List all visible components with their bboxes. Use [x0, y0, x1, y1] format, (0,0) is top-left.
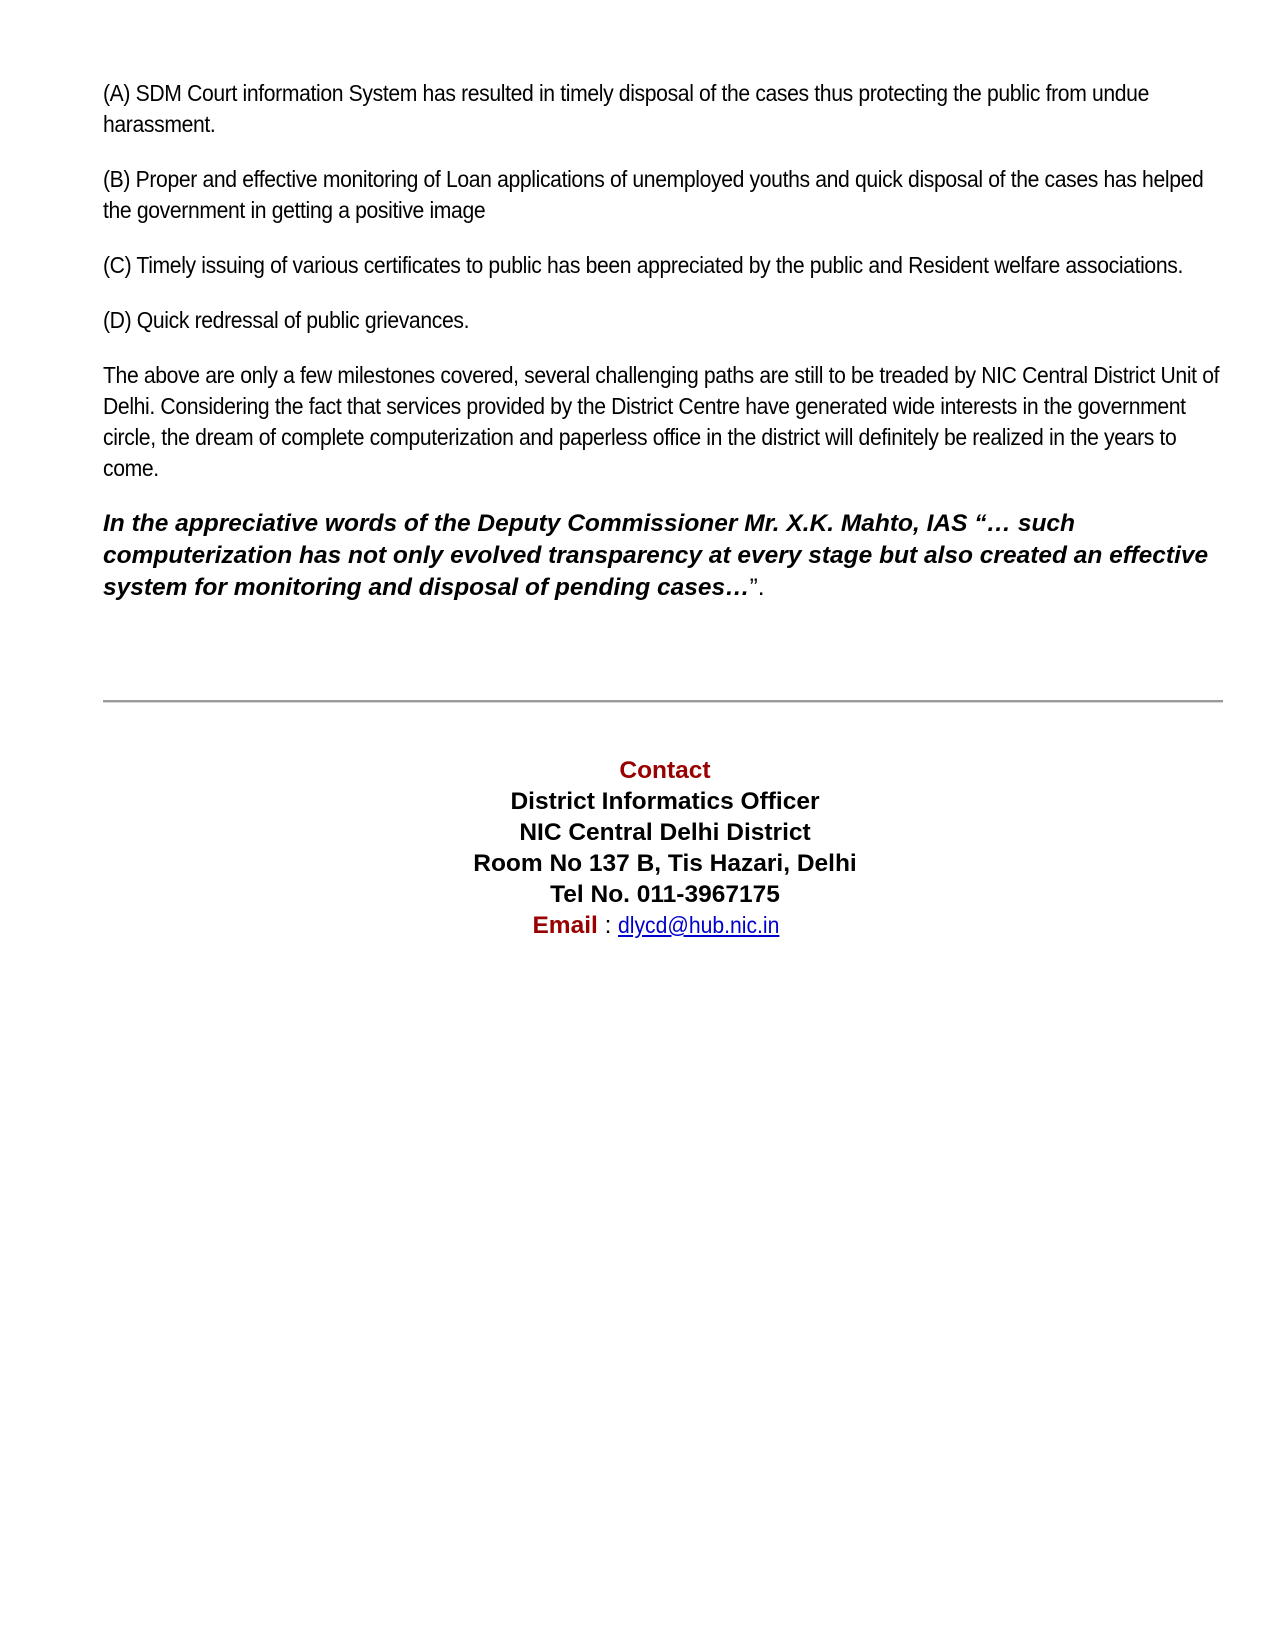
contact-address: Room No 137 B, Tis Hazari, Delhi [473, 850, 857, 877]
paragraph-d: (D) Quick redressal of public grievances. [103, 307, 470, 333]
document-body [103, 78, 1223, 604]
email-label: Email [532, 912, 598, 939]
contact-officer: District Informatics Officer [510, 788, 820, 815]
contact-heading: Contact [619, 757, 711, 784]
paragraph-b: (B) Proper and effective monitoring of Loan applications of unemployed youths and quick disposal of the cases has helped the government in getting a positive image [103, 166, 1204, 223]
quote-closing: ”. [749, 574, 765, 601]
summary-paragraph: The above are only a few milestones covered, several challenging paths are still to be treaded by NIC Central District Unit of Delhi. Considering the fact that services provided by the District Centre have generated wide interests in the government circle, the dream of complete computerization and paperless office in the district will definitely be realized in the years to come. [103, 362, 1220, 481]
contact-phone: Tel No. 011-3967175 [550, 881, 780, 908]
contact-block [0, 755, 1275, 941]
quote-text: In the appreciative words of the Deputy Commissioner Mr. X.K. Mahto, IAS “… such computerization has not only evolved transparency at every stage but also created an effective system for monitoring and disposal of pending cases… [103, 510, 1209, 601]
email-link[interactable]: dlycd@hub.nic.in [618, 912, 780, 938]
contact-office: NIC Central Delhi District [519, 819, 811, 846]
horizontal-divider [103, 700, 1223, 703]
paragraph-a: (A) SDM Court information System has resulted in timely disposal of the cases thus protecting the public from undue harassment. [103, 80, 1149, 137]
email-separator: : [597, 912, 619, 939]
contact-email-row [0, 910, 1275, 941]
paragraph-c: (C) Timely issuing of various certificates to public has been appreciated by the public and Resident welfare associations. [103, 252, 1183, 278]
commissioner-quote [103, 508, 1218, 604]
